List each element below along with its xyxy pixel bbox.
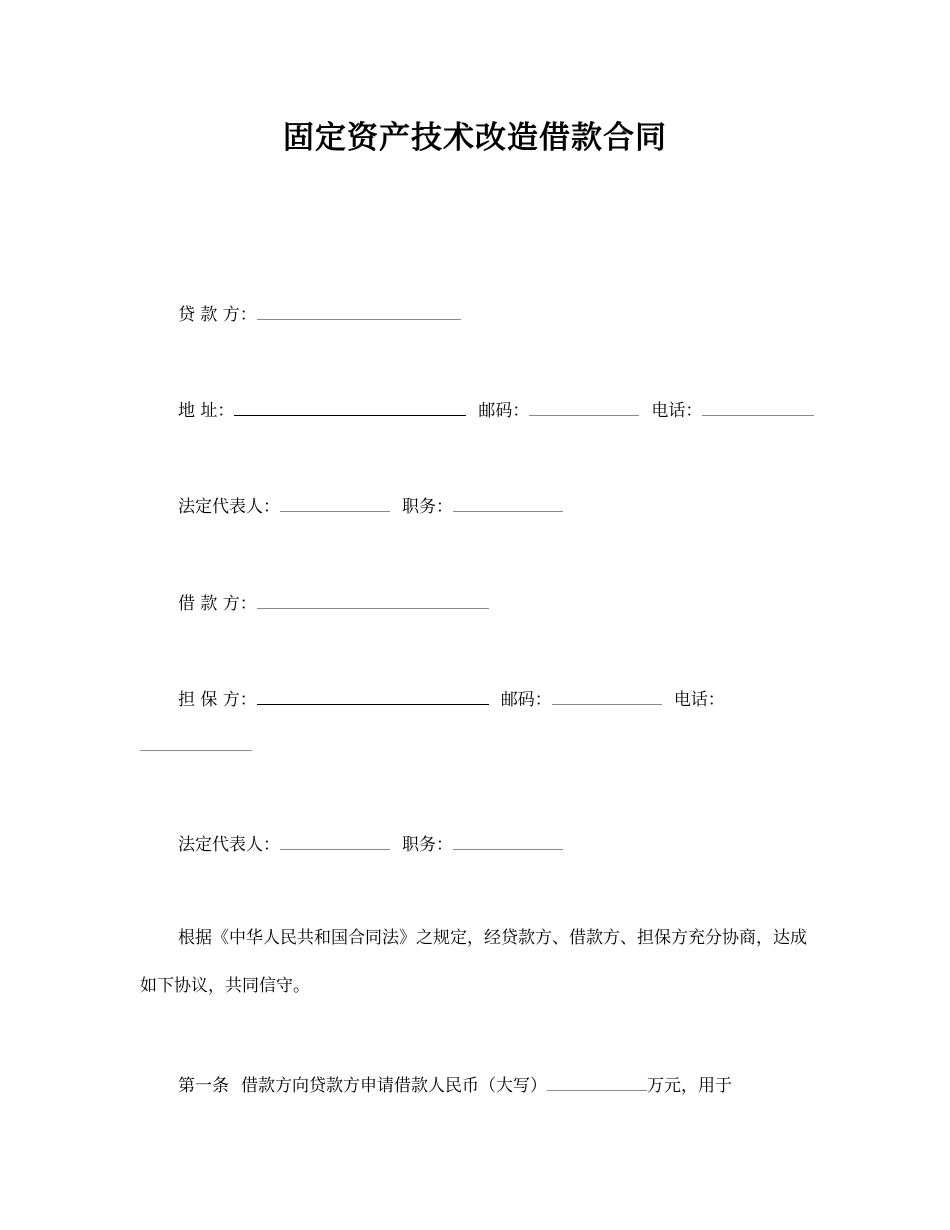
borrower-label: 借 款 方：	[178, 594, 257, 614]
lender-rep-row	[178, 492, 563, 516]
lender-zip-blank[interactable]	[529, 398, 639, 416]
borrower-blank[interactable]	[257, 591, 489, 609]
article-1-amount-blank[interactable]	[547, 1073, 647, 1091]
article-1-head: 第一条	[178, 1076, 229, 1096]
guarantor-phone-blank[interactable]	[140, 733, 252, 751]
lender-row	[178, 300, 461, 324]
lender-blank[interactable]	[257, 302, 461, 320]
document-title: 固定资产技术改造借款合同	[283, 120, 667, 156]
address-blank[interactable]	[234, 398, 466, 416]
guarantor-phone-label: 电话：	[673, 690, 725, 710]
borrower-row	[178, 589, 489, 613]
guarantor-zip-blank[interactable]	[552, 687, 662, 705]
lender-zip-label: 邮码：	[478, 401, 530, 421]
guarantor-title-blank[interactable]	[453, 832, 563, 850]
guarantor-phone-row	[140, 733, 252, 757]
guarantor-rep-blank[interactable]	[280, 832, 390, 850]
guarantor-blank[interactable]	[257, 687, 489, 705]
article-1-row	[178, 1071, 732, 1095]
lender-address-row	[178, 396, 814, 420]
lender-rep-blank[interactable]	[280, 494, 390, 512]
guarantor-zip-label: 邮码：	[500, 690, 552, 710]
guarantor-title-label: 职务：	[402, 835, 453, 855]
lender-label: 贷 款 方：	[178, 305, 257, 325]
guarantor-row	[178, 685, 725, 709]
guarantor-label: 担 保 方：	[178, 690, 257, 710]
guarantor-rep-row	[178, 830, 563, 854]
lender-phone-label: 电话：	[651, 401, 703, 421]
preamble-paragraph: 根据《中华人民共和国合同法》之规定，经贷款方、借款方、担保方充分协商，达成如下协议，共同信守。	[140, 928, 807, 996]
article-1-text-after: 万元，用于	[647, 1076, 732, 1096]
article-1-text-before: 借款方向贷款方申请借款人民币（大写）	[241, 1076, 547, 1096]
guarantor-rep-label: 法定代表人：	[178, 835, 280, 855]
lender-title-blank[interactable]	[453, 494, 563, 512]
lender-rep-label: 法定代表人：	[178, 497, 280, 517]
lender-title-label: 职务：	[402, 497, 453, 517]
lender-phone-blank[interactable]	[702, 398, 814, 416]
address-label: 地 址：	[178, 401, 235, 421]
